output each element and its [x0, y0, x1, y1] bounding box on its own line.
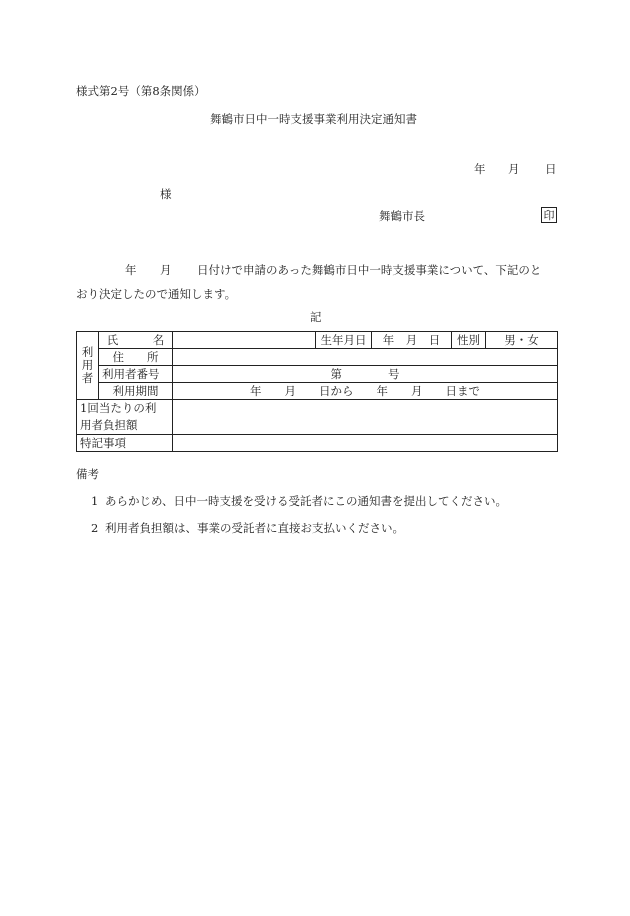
gender-label: 性別 [452, 332, 486, 349]
ki-heading: 記 [310, 310, 322, 324]
table-row [77, 366, 558, 383]
remark-1-text: あらかじめ、日中一時支援を受ける受託者にこの通知書を提出してください。 [105, 494, 508, 508]
body-line-1: 日付けで申請のあった舞鶴市日中一時支援事業について、下記のと [197, 263, 542, 277]
notes-label: 特記事項 [77, 435, 173, 452]
sender-name: 舞鶴市長 [379, 209, 425, 223]
fee-label-line-1: 1回当たりの利 [80, 401, 157, 415]
user-group-cell [77, 332, 99, 400]
birth-value[interactable]: 年 月 日 [372, 332, 452, 349]
remark-2-number: 2 [91, 521, 99, 535]
recipient-suffix: 様 [160, 187, 172, 201]
notes-value-cell[interactable] [173, 435, 558, 452]
address-label: 住 所 [99, 349, 173, 366]
body-year: 年 [125, 263, 137, 277]
seal-stamp: 印 [541, 207, 557, 223]
address-value-cell[interactable] [173, 349, 558, 366]
table-row [77, 435, 558, 452]
date-year: 年 [474, 162, 486, 176]
date-day: 日 [545, 162, 557, 176]
period-label: 利用期間 [99, 383, 173, 400]
fee-value-cell[interactable] [173, 400, 558, 435]
name-value-cell[interactable] [173, 332, 316, 349]
period-value[interactable]: 年 月 日から 年 月 日まで [173, 383, 558, 400]
remarks-title: 備考 [76, 467, 99, 481]
name-label: 氏 名 [99, 332, 173, 349]
table-row [77, 349, 558, 366]
form-number: 様式第2号（第8条関係） [76, 84, 206, 98]
body-line-2: おり決定したので通知します。 [76, 287, 237, 301]
decision-table [76, 331, 558, 452]
remark-2-text: 利用者負担額は、事業の受託者に直接お支払いください。 [105, 521, 404, 535]
document-title: 舞鶴市日中一時支援事業利用決定通知書 [210, 112, 417, 126]
fee-label-cell [77, 400, 173, 435]
gender-value[interactable]: 男・女 [486, 332, 558, 349]
user-group-label: 利用者 [81, 345, 94, 385]
fee-label-line-2: 用者負担額 [80, 418, 138, 432]
table-row [77, 400, 558, 435]
table-row [77, 332, 558, 349]
table-row [77, 383, 558, 400]
user-number-label: 利用者番号 [99, 366, 173, 383]
user-number-value[interactable]: 第 号 [173, 366, 558, 383]
birth-label: 生年月日 [316, 332, 372, 349]
date-month: 月 [508, 162, 520, 176]
remark-1-number: 1 [91, 494, 99, 508]
body-month: 月 [160, 263, 172, 277]
